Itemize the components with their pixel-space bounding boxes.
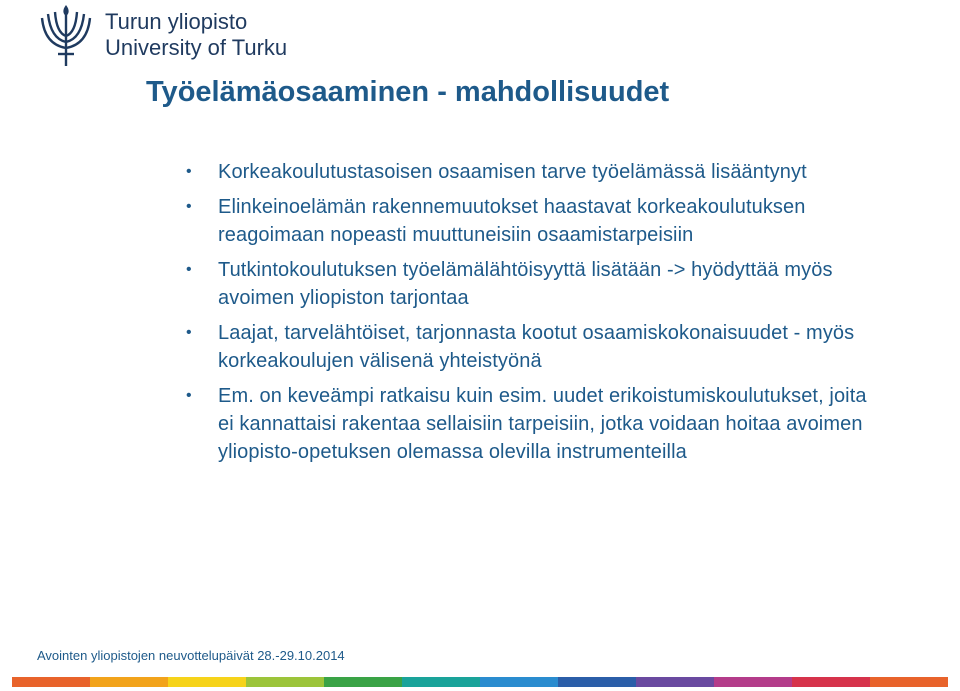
stripe-segment	[168, 677, 246, 687]
stripe-segment	[12, 677, 90, 687]
color-stripe	[12, 677, 948, 687]
stripe-segment	[402, 677, 480, 687]
stripe-segment	[558, 677, 636, 687]
stripe-segment	[480, 677, 558, 687]
bullet-item: • Laajat, tarvelähtöiset, tarjonnasta kootut osaamiskokonaisuudet - myös korkeakoulujen välisenä yhteistyönä	[186, 319, 886, 375]
logo-line-finnish: Turun yliopisto	[105, 9, 248, 34]
stripe-segment	[324, 677, 402, 687]
stripe-segment	[792, 677, 870, 687]
slide-title: Työelämäosaaminen - mahdollisuudet	[146, 76, 670, 108]
stripe-segment	[870, 677, 948, 687]
bullet-item: • Elinkeinoelämän rakennemuutokset haastavat korkeakoulutuksen reagoimaan nopeasti muuttuneisiin osaamistarpeisiin	[186, 193, 886, 249]
university-name	[105, 9, 287, 61]
university-emblem-icon	[36, 4, 96, 68]
footer-text: Avointen yliopistojen neuvottelupäivät 28.-29.10.2014	[37, 648, 345, 663]
bullet-list	[186, 158, 886, 473]
bullet-item: • Tutkintokoulutuksen työelämälähtöisyyttä lisätään -> hyödyttää myös avoimen yliopiston tarjontaa	[186, 256, 886, 312]
stripe-segment	[714, 677, 792, 687]
bullet-item: • Korkeakoulutustasoisen osaamisen tarve työelämässä lisääntynyt	[186, 158, 886, 186]
stripe-segment	[90, 677, 168, 687]
stripe-segment	[246, 677, 324, 687]
bullet-item: • Em. on keveämpi ratkaisu kuin esim. uudet erikoistumiskoulutukset, joita ei kannattaisi rakentaa sellaisiin tarpeisiin, jotka voidaan hoitaa avoimen yliopisto-opetuksen olemassa olevilla instrumenteilla	[186, 382, 886, 466]
stripe-segment	[636, 677, 714, 687]
logo-line-english: University of Turku	[105, 35, 288, 60]
